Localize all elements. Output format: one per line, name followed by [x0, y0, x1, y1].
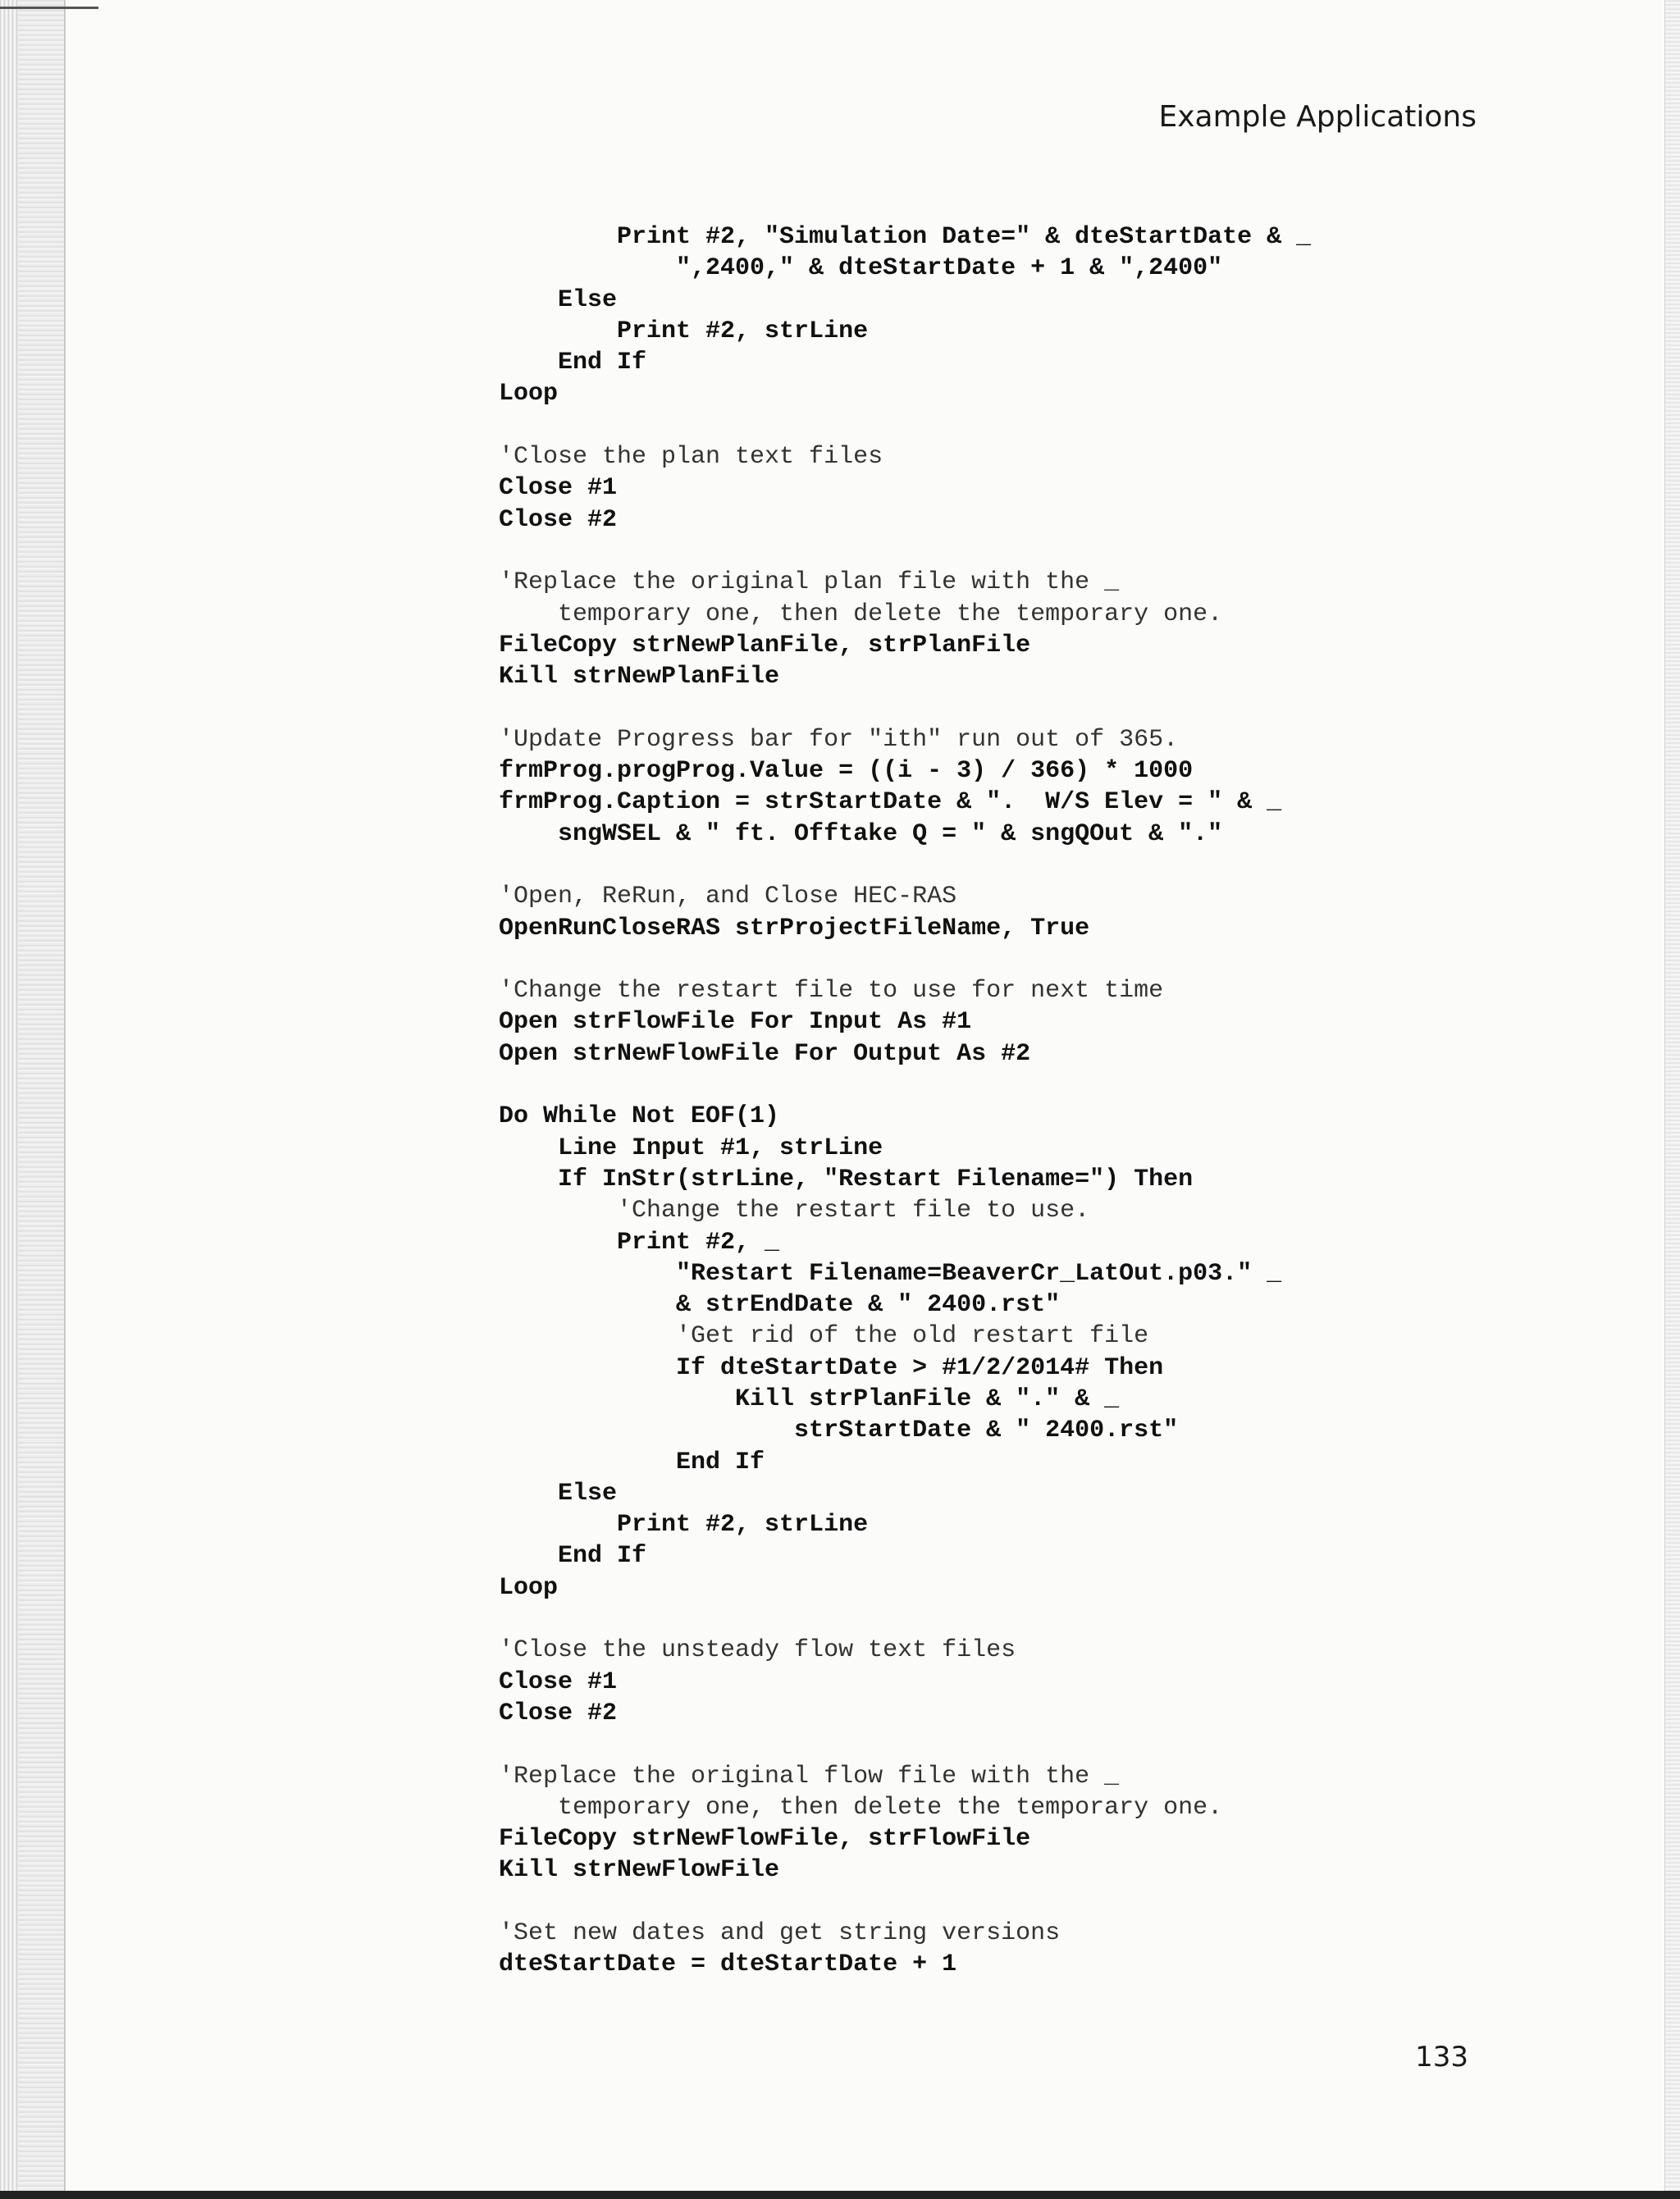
code-statement-line: FileCopy strNewFlowFile, strFlowFile: [499, 1825, 1031, 1854]
scan-bottom-edge: [0, 2191, 1680, 2199]
code-statement-line: & strEndDate & " 2400.rst": [499, 1291, 1061, 1320]
code-statement-line: If dteStartDate > #1/2/2014# Then: [499, 1353, 1164, 1382]
code-statement-line: dteStartDate = dteStartDate + 1: [499, 1950, 957, 1979]
code-comment-line: 'Replace the original flow file with the _: [499, 1762, 1120, 1791]
code-statement-line: Print #2, _: [499, 1228, 780, 1257]
code-blank-line: [499, 944, 1483, 975]
code-statement-line: strStartDate & " 2400.rst": [499, 1417, 1179, 1445]
scan-corner-mark: [0, 7, 98, 9]
code-statement-line: Print #2, "Simulation Date=" & dteStartDate & _: [499, 223, 1312, 251]
scanned-binding-edge: [0, 0, 66, 2199]
code-comment-line: temporary one, then delete the temporary one.: [499, 600, 1223, 628]
code-statement-line: Else: [499, 285, 618, 314]
code-statement-line: OpenRunCloseRAS strProjectFileName, True: [499, 914, 1090, 942]
code-statement-line: If InStr(strLine, "Restart Filename=") Then: [499, 1165, 1194, 1193]
code-statement-line: Print #2, strLine: [499, 1511, 869, 1540]
code-statement-line: frmProg.Caption = strStartDate & ". W/S Elev = " & _: [499, 788, 1282, 817]
code-statement-line: frmProg.progProg.Value = ((i - 3) / 366) * 1000: [499, 757, 1194, 786]
code-comment-line: 'Get rid of the old restart file: [499, 1322, 1149, 1351]
code-comment-line: 'Close the unsteady flow text files: [499, 1636, 1016, 1665]
code-listing: [499, 221, 1483, 2001]
code-blank-line: [499, 850, 1483, 881]
code-statement-line: "Restart Filename=BeaverCr_LatOut.p03." _: [499, 1259, 1282, 1288]
code-blank-line: [499, 1070, 1483, 1101]
code-statement-line: Do While Not EOF(1): [499, 1102, 780, 1131]
code-statement-line: End If: [499, 1448, 765, 1476]
code-comment-line: 'Update Progress bar for "ith" run out of 365.: [499, 725, 1179, 754]
code-statement-line: Kill strPlanFile & "." & _: [499, 1385, 1120, 1413]
code-statement-line: Kill strNewPlanFile: [499, 663, 780, 691]
code-statement-line: Else: [499, 1479, 618, 1508]
code-statement-line: FileCopy strNewPlanFile, strPlanFile: [499, 631, 1031, 659]
code-comment-line: 'Set new dates and get string versions: [499, 1919, 1061, 1948]
code-statement-line: Open strNewFlowFile For Output As #2: [499, 1039, 1031, 1068]
code-statement-line: ",2400," & dteStartDate + 1 & ",2400": [499, 254, 1223, 283]
code-statement-line: End If: [499, 1542, 647, 1571]
running-header: Example Applications: [1158, 100, 1477, 134]
code-statement-line: Close #2: [499, 505, 618, 534]
code-statement-line: Print #2, strLine: [499, 317, 869, 345]
code-blank-line: [499, 692, 1483, 723]
page-number: 133: [1415, 2041, 1468, 2074]
code-comment-line: 'Replace the original plan file with the _: [499, 568, 1120, 597]
code-blank-line: [499, 1604, 1483, 1635]
code-comment-line: 'Change the restart file to use.: [499, 1197, 1090, 1225]
code-blank-line: [499, 536, 1483, 567]
code-statement-line: Open strFlowFile For Input As #1: [499, 1008, 972, 1037]
code-statement-line: Close #1: [499, 1667, 618, 1696]
code-blank-line: [499, 1729, 1483, 1760]
code-statement-line: End If: [499, 349, 647, 377]
code-statement-line: Loop: [499, 380, 559, 408]
scanned-page-edge: [1664, 0, 1680, 2199]
code-comment-line: 'Change the restart file to use for next time: [499, 977, 1164, 1006]
code-statement-line: Kill strNewFlowFile: [499, 1856, 780, 1885]
code-statement-line: Close #1: [499, 474, 618, 503]
code-blank-line: [499, 410, 1483, 441]
code-comment-line: 'Open, ReRun, and Close HEC-RAS: [499, 883, 957, 911]
code-statement-line: Line Input #1, strLine: [499, 1134, 883, 1162]
code-statement-line: Loop: [499, 1573, 559, 1602]
code-blank-line: [499, 1886, 1483, 1918]
code-comment-line: 'Close the plan text files: [499, 443, 883, 472]
code-statement-line: sngWSEL & " ft. Offtake Q = " & sngQOut & ".": [499, 819, 1223, 848]
code-statement-line: Close #2: [499, 1699, 618, 1727]
code-comment-line: temporary one, then delete the temporary one.: [499, 1793, 1223, 1822]
